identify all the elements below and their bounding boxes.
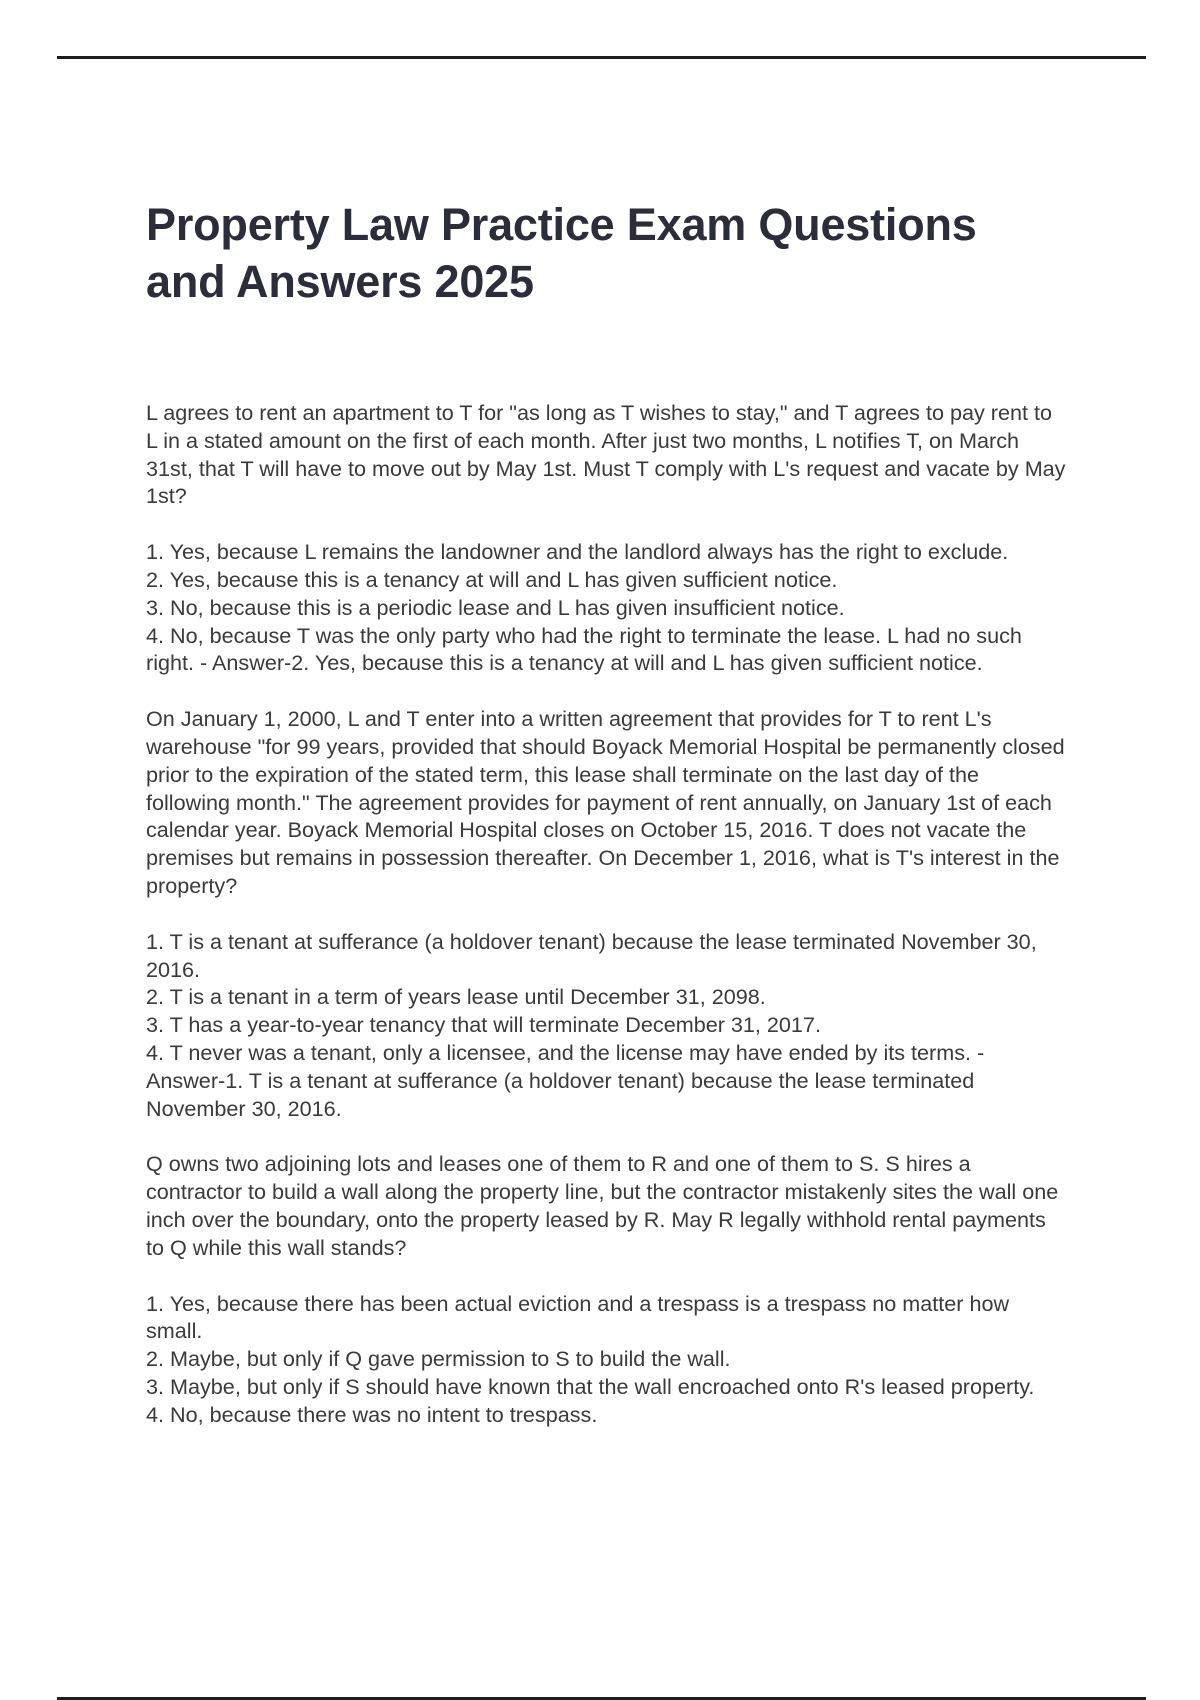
question-block-2 [146,705,1066,1122]
answer-options [146,538,1066,677]
answer-options [146,1290,1066,1429]
option-3: 3. T has a year-to-year tenancy that will terminate December 31, 2017. [146,1012,821,1038]
option-4: 4. No, because there was no intent to trespass. [146,1401,598,1427]
option-1: 1. T is a tenant at sufferance (a holdover tenant) because the lease terminated November 30, 2016. [146,928,1037,982]
question-text: Q owns two adjoining lots and leases one of them to R and one of them to S. S hires a contractor to build a wall along the property line, but the contractor mistakenly sites the wall one inch over the boundary, onto the property leased by R. May R legally withhold rental payments to Q while this wall stands? [146,1151,1059,1260]
option-3: 3. Maybe, but only if S should have known that the wall encroached onto R's leased property. [146,1373,1035,1399]
option-2: 2. T is a tenant in a term of years lease until December 31, 2098. [146,984,766,1010]
option-2: 2. Yes, because this is a tenancy at will and L has given sufficient notice. [146,566,838,592]
option-4-text: 4. T never was a tenant, only a licensee, and the license may have ended by its terms. [146,1039,972,1065]
option-4 [146,622,1066,678]
option-1: 1. Yes, because there has been actual eviction and a trespass is a trespass no matter how small. [146,1290,1010,1344]
question-block-3 [146,1150,1066,1428]
option-2: 2. Maybe, but only if Q gave permission to S to build the wall. [146,1346,731,1372]
document-title: Property Law Practice Exam Questions and Answers 2025 [146,199,977,307]
answer-options [146,928,1066,1123]
correct-answer: - Answer-1. T is a tenant at sufferance (a holdover tenant) because the lease terminated November 30, 2016. [146,1039,985,1121]
option-1: 1. Yes, because L remains the landowner and the landlord always has the right to exclude. [146,539,1009,565]
question-text: On January 1, 2000, L and T enter into a written agreement that provides for T to rent L's warehouse "for 99 years, provided that should Boyack Memorial Hospital be permanently closed prior to the expiration of the stated term, this lease shall terminate on the last day of the following month." The agreement provides for payment of rent annually, on January 1st of each calendar year. Boyack Memorial Hospital closes on October 15, 2016. T does not vacate the premises but remains in possession thereafter. On December 1, 2016, what is T's interest in the property? [146,706,1065,898]
question-text: L agrees to rent an apartment to T for "as long as T wishes to stay," and T agrees to pay rent to L in a stated amount on the first of each month. After just two months, L notifies T, on March 31st, that T will have to move out by May 1st. Must T comply with L's request and vacate by May 1st? [146,400,1066,509]
header-rule [57,56,1146,59]
option-4 [146,1039,1066,1122]
option-3: 3. No, because this is a periodic lease and L has given insufficient notice. [146,594,845,620]
document-page [146,196,1066,1457]
question-block-1 [146,399,1066,677]
correct-answer: - Answer-2. Yes, because this is a tenancy at will and L has given sufficient notice. [194,650,983,676]
option-4-text: 4. No, because T was the only party who had the right to terminate the lease. L had no such right. [146,622,1022,676]
